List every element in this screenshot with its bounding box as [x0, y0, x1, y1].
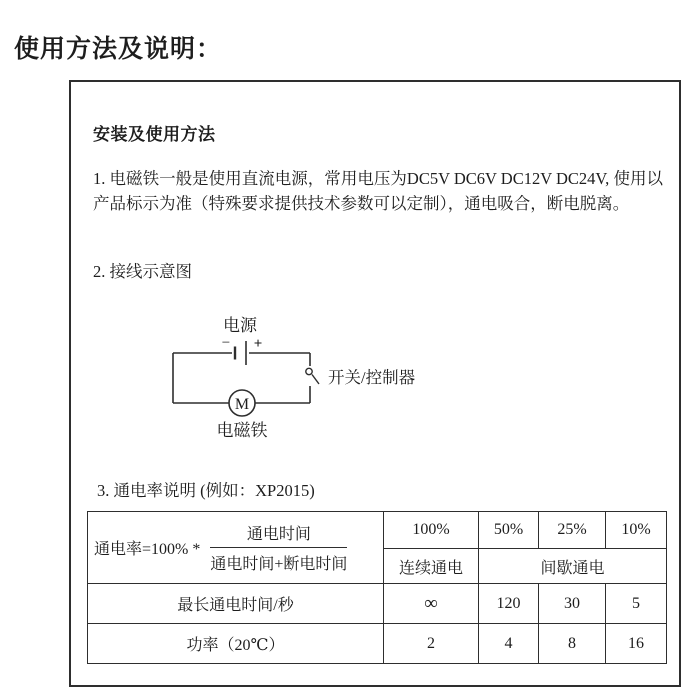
formula-prefix: 通电率=100% * — [94, 541, 201, 558]
section-2-label: 2. 接线示意图 — [93, 262, 192, 281]
power-10: 16 — [606, 624, 667, 664]
battery-plus-sign: + — [253, 336, 263, 352]
usage-paragraph: 1. 电磁铁一般是使用直流电源，常用电压为DC5V DC6V DC12V DC24V, 使用以产品标示为准（特殊要求提供技术参数可以定制），通电吸合，断电脱离。 — [93, 169, 663, 213]
continuous-cell: 连续通电 — [384, 549, 479, 584]
power-source-label: 电源 — [223, 316, 257, 335]
page-title: 使用方法及说明： — [14, 36, 223, 63]
duty-formula-cell — [88, 512, 384, 584]
duty-formula — [88, 521, 383, 574]
power-25: 8 — [539, 624, 606, 664]
intermittent-cell: 间歇通电 — [479, 549, 667, 584]
formula-fraction — [210, 521, 347, 574]
section-3-label: 3. 通电率说明 (例如：XP2015) — [97, 481, 315, 500]
duty-cycle-table — [87, 511, 667, 664]
power-50: 4 — [479, 624, 539, 664]
wiring-diagram — [160, 310, 460, 445]
battery-icon — [235, 341, 246, 365]
box-heading: 安装及使用方法 — [93, 125, 216, 144]
duty-header-50: 50% — [479, 512, 539, 549]
power-label: 功率（20℃） — [88, 624, 384, 664]
duty-header-100: 100% — [384, 512, 479, 549]
motor-icon — [229, 390, 255, 416]
table-row — [88, 624, 667, 664]
power-100: 2 — [384, 624, 479, 664]
max-time-100: ∞ — [384, 584, 479, 624]
max-time-label: 最长通电时间/秒 — [88, 584, 384, 624]
duty-header-25: 25% — [539, 512, 606, 549]
formula-numerator: 通电时间 — [210, 521, 347, 548]
max-time-50: 120 — [479, 584, 539, 624]
magnet-label: 电磁铁 — [216, 421, 268, 440]
instruction-box — [69, 80, 681, 687]
table-row — [88, 584, 667, 624]
battery-minus-sign: − — [221, 335, 231, 351]
duty-header-10: 10% — [606, 512, 667, 549]
formula-denominator: 通电时间+断电时间 — [210, 556, 348, 573]
motor-letter: M — [234, 396, 250, 413]
max-time-10: 5 — [606, 584, 667, 624]
switch-label: 开关/控制器 — [328, 368, 416, 387]
switch-icon — [306, 368, 319, 384]
max-time-25: 30 — [539, 584, 606, 624]
